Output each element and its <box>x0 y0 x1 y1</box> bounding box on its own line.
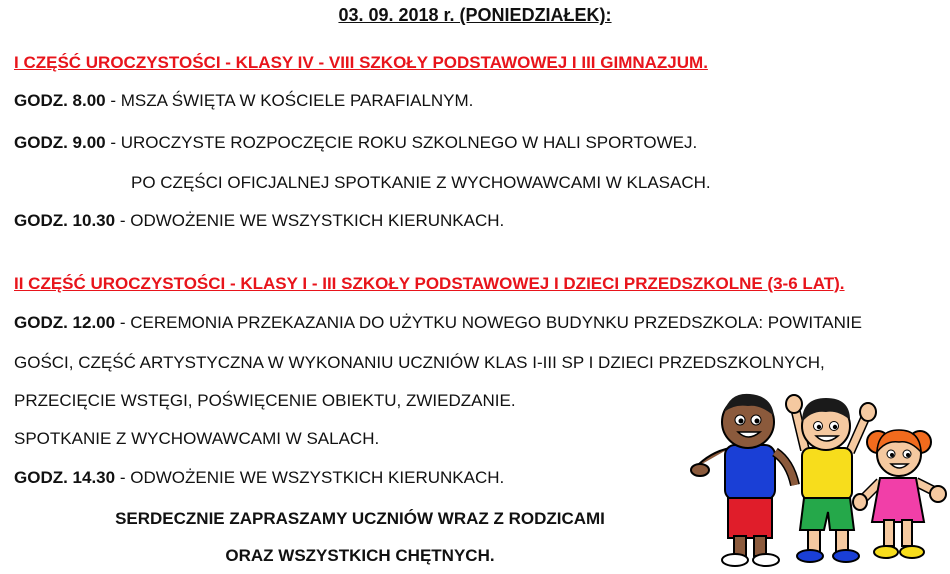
item-text: SPOTKANIE Z WYCHOWAWCAMI W SALACH. <box>14 429 380 448</box>
closing-line: SERDECZNIE ZAPRASZAMY UCZNIÓW WRAZ Z RODZICAMI <box>115 509 605 528</box>
part2-item <box>14 467 504 489</box>
part2-item <box>14 390 516 412</box>
item-text: - UROCZYSTE ROZPOCZĘCIE ROKU SZKOLNEGO W HALI SPORTOWEJ. <box>105 133 698 152</box>
closing-line: ORAZ WSZYSTKICH CHĘTNYCH. <box>225 546 495 565</box>
part1-heading: I CZĘŚĆ UROCZYSTOŚCI - KLASY IV - VIII SZKOŁY PODSTAWOWEJ I III GIMNAZJUM. <box>14 53 708 72</box>
children-cartoon-icon <box>690 390 948 572</box>
part1-item <box>131 172 711 194</box>
part1-item <box>14 132 697 154</box>
item-text: PRZECIĘCIE WSTĘGI, POŚWIĘCENIE OBIEKTU, ZWIEDZANIE. <box>14 391 516 410</box>
part2-item <box>14 428 379 450</box>
part2-item <box>14 352 825 374</box>
part1-item <box>14 90 473 112</box>
time-label: GODZ. 12.00 <box>14 313 116 332</box>
item-text: PO CZĘŚCI OFICJALNEJ SPOTKANIE Z WYCHOWAWCAMI W KLASACH. <box>131 173 711 192</box>
part1-item <box>14 210 504 232</box>
page-title: 03. 09. 2018 r. (PONIEDZIAŁEK): <box>338 5 612 25</box>
time-label: GODZ. 9.00 <box>14 133 106 152</box>
part2-heading: II CZĘŚĆ UROCZYSTOŚCI - KLASY I - III SZKOŁY PODSTAWOWEJ I DZIECI PRZEDSZKOLNE (3-6 LAT). <box>14 274 845 293</box>
item-text: - CEREMONIA PRZEKAZANIA DO UŻYTKU NOWEGO BUDYNKU PRZEDSZKOLA: POWITANIE <box>115 313 862 332</box>
time-label: GODZ. 10.30 <box>14 211 116 230</box>
time-label: GODZ. 8.00 <box>14 91 106 110</box>
item-text: - ODWOŻENIE WE WSZYSTKICH KIERUNKACH. <box>115 211 505 230</box>
part2-item <box>14 312 862 334</box>
boy-yellow-icon <box>786 395 876 562</box>
girl-pink-icon <box>853 430 946 558</box>
boy-blue-icon <box>691 394 795 566</box>
time-label: GODZ. 14.30 <box>14 468 116 487</box>
item-text: - ODWOŻENIE WE WSZYSTKICH KIERUNKACH. <box>115 468 505 487</box>
item-text: - MSZA ŚWIĘTA W KOŚCIELE PARAFIALNYM. <box>105 91 474 110</box>
item-text: GOŚCI, CZĘŚĆ ARTYSTYCZNA W WYKONANIU UCZNIÓW KLAS I-III SP I DZIECI PRZEDSZKOLNYCH, <box>14 353 825 372</box>
